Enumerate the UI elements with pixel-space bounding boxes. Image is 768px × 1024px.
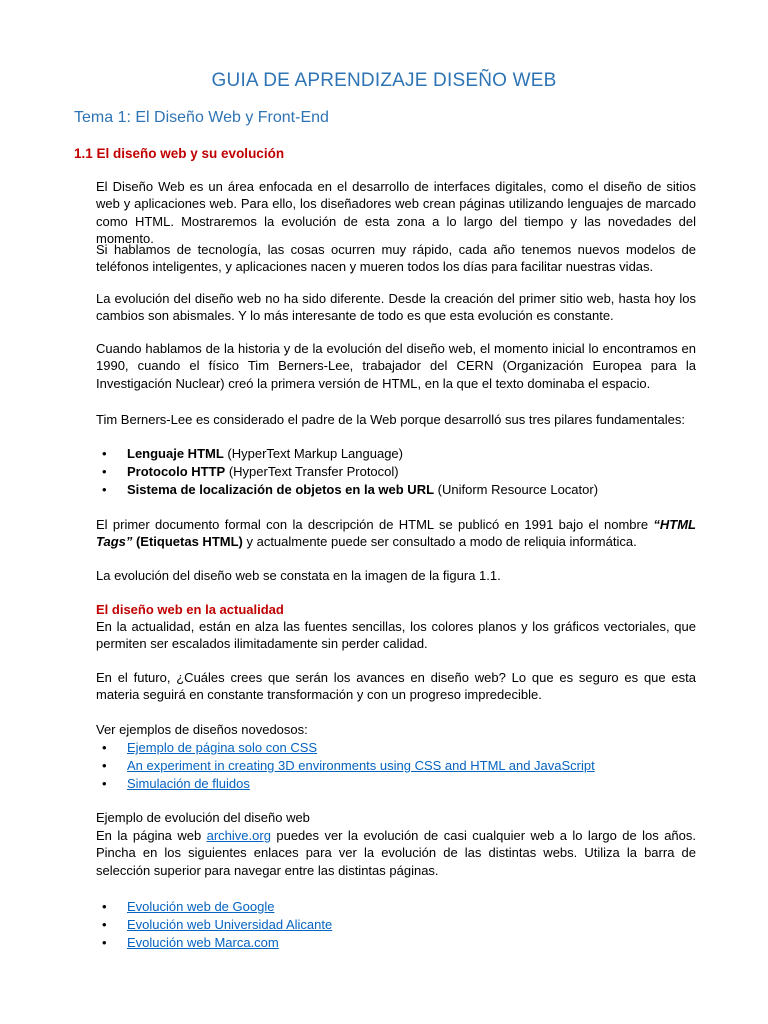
bullet-icon: •: [102, 482, 107, 497]
link-item: [127, 757, 595, 774]
evolucion-alicante-link[interactable]: Evolución web Universidad Alicante: [127, 917, 333, 932]
evolucion-marca-link[interactable]: Evolución web Marca.com: [127, 935, 279, 950]
bullet-icon: •: [102, 899, 107, 914]
paragraph-history: Cuando hablamos de la historia y de la evolución del diseño web, el momento inicial lo encontramos en 1990, cuando el físico Tim Berners-Lee, trabajador del CERN (Organización Europea para la Investigación Nuclear) creó la primera versión de HTML, en la que el texto dominaba el espacio.: [96, 341, 696, 391]
subheading-actualidad: El diseño web en la actualidad: [96, 602, 284, 617]
paragraph-intro: El Diseño Web es un área enfocada en el desarrollo de interfaces digitales, como el diseño de sitios web y aplicaciones web. Para ello, los diseñadores web crean páginas utilizando lenguajes de marcado como HTML. Mostraremos la evolución de esta zona a lo largo del tiempo y las novedades del momento.: [96, 179, 696, 247]
paragraph-figure-ref: La evolución del diseño web se constata en la imagen de la figura 1.1.: [96, 568, 501, 583]
paragraph-evolution: La evolución del diseño web no ha sido diferente. Desde la creación del primer sitio web, hasta hoy los cambios son abismales. Y lo más interesante de todo es que esta evolución es constante.: [96, 291, 696, 324]
bullet-icon: •: [102, 776, 107, 791]
subheading-ejemplos: Ver ejemplos de diseños novedosos:: [96, 722, 308, 737]
link-item: [127, 898, 274, 915]
pillar-item: Lenguaje HTML (HyperText Markup Language): [127, 446, 403, 461]
evolucion-google-link[interactable]: Evolución web de Google: [127, 899, 275, 914]
paragraph-html-tags: El primer documento formal con la descripción de HTML se publicó en 1991 bajo el nombre “HTML Tags” (Etiquetas HTML) y actualmente puede ser consultado a modo de reliquia informática.: [96, 517, 696, 550]
pillar-item: Protocolo HTTP (HyperText Transfer Protocol): [127, 464, 399, 479]
ejemplo-fluidos-link[interactable]: Simulación de fluidos: [127, 776, 250, 791]
paragraph-archive: En la página web archive.org puedes ver la evolución de casi cualquier web a lo largo de los años. Pincha en los siguientes enlaces para ver la evolución de las distintas webs. Utiliza la barra de selección superior para navegar entre las distintas páginas.: [96, 828, 696, 878]
link-item: [127, 739, 317, 756]
link-item: [127, 916, 332, 933]
bullet-icon: •: [102, 464, 107, 479]
bullet-icon: •: [102, 758, 107, 773]
ejemplo-css-link[interactable]: Ejemplo de página solo con CSS: [127, 740, 318, 755]
section-heading: 1.1 El diseño web y su evolución: [74, 146, 285, 161]
pillar-item: Sistema de localización de objetos en la web URL (Uniform Resource Locator): [127, 482, 599, 497]
bullet-icon: •: [102, 935, 107, 950]
topic-heading: Tema 1: El Diseño Web y Front-End: [74, 109, 329, 126]
ejemplo-3d-link[interactable]: An experiment in creating 3D environments using CSS and HTML and JavaScript: [127, 758, 595, 773]
archive-org-link[interactable]: archive.org: [206, 828, 271, 843]
link-item: [127, 934, 279, 951]
paragraph-futuro: En el futuro, ¿Cuáles crees que serán los avances en diseño web? Lo que es seguro es que esta materia seguirá en constante transformación y con un progreso impredecible.: [96, 670, 696, 703]
paragraph-actualidad: En la actualidad, están en alza las fuentes sencillas, los colores planos y los gráficos vectoriales, que permiten ser escalados ilimitadamente sin perder calidad.: [96, 619, 696, 652]
bullet-icon: •: [102, 446, 107, 461]
paragraph-technology: Si hablamos de tecnología, las cosas ocurren muy rápido, cada año tenemos nuevos modelos de teléfonos inteligentes, y aplicaciones nacen y mueren todos los días para facilitar nuestras vidas.: [96, 242, 696, 275]
bullet-icon: •: [102, 740, 107, 755]
bullet-icon: •: [102, 917, 107, 932]
link-item: [127, 775, 250, 792]
subheading-evolucion: Ejemplo de evolución del diseño web: [96, 810, 310, 825]
document-title: GUIA DE APRENDIZAJE DISEÑO WEB: [211, 70, 557, 91]
paragraph-berners-lee: Tim Berners-Lee es considerado el padre de la Web porque desarrolló sus tres pilares fundamentales:: [96, 412, 685, 427]
